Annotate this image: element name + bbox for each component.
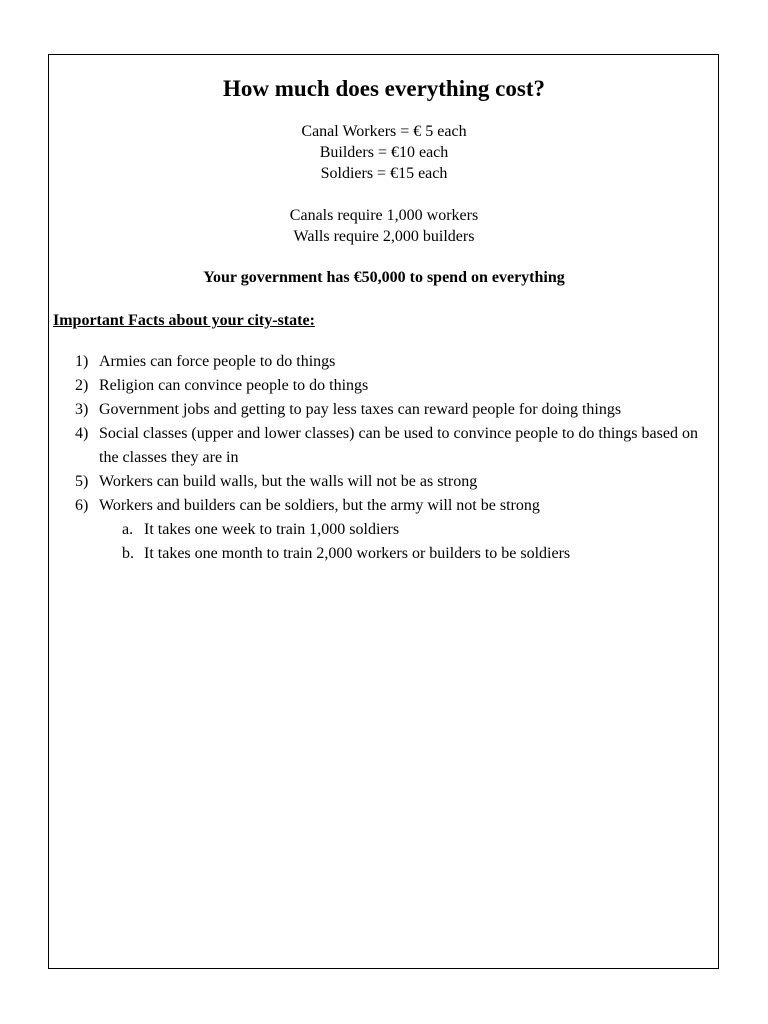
subfact-item [0,518,768,542]
facts-heading: Important Facts about your city-state: [53,312,315,329]
budget-statement: Your government has €50,000 to spend on everything [203,269,565,286]
fact-number: 4) [75,425,89,442]
fact-text: Workers and builders can be soldiers, but the army will not be strong [99,497,540,514]
fact-number: 6) [75,497,89,514]
fact-text: Workers can build walls, but the walls will not be as strong [99,473,478,490]
requirements-list [0,205,768,247]
subfact-text: It takes one month to train 2,000 workers or builders to be soldiers [144,545,571,562]
fact-text: Government jobs and getting to pay less taxes can reward people for doing things [99,401,622,418]
fact-number: 1) [75,353,89,370]
requirement-walls: Walls require 2,000 builders [293,228,475,245]
fact-text: Social classes (upper and lower classes) can be used to convince people to do things based on the classes they are in [99,425,698,466]
fact-text: Armies can force people to do things [99,353,336,370]
cost-canal-workers: Canal Workers = € 5 each [301,123,467,140]
fact-text: Religion can convince people to do things [99,377,369,394]
page-title: How much does everything cost? [223,76,545,101]
requirement-canals: Canals require 1,000 workers [289,207,479,224]
subfact-letter: b. [122,545,134,562]
fact-number: 5) [75,473,89,490]
fact-item [0,494,699,518]
fact-item [0,398,699,422]
fact-number: 3) [75,401,89,418]
fact-item [0,422,699,470]
cost-soldiers: Soldiers = €15 each [320,165,448,182]
fact-item [0,374,699,398]
cost-builders: Builders = €10 each [319,144,449,161]
subfact-item [0,542,768,566]
facts-list [0,350,768,566]
fact-item [0,470,699,494]
subfact-letter: a. [122,521,134,538]
fact-item [0,350,699,374]
cost-list [0,121,768,184]
fact-number: 2) [75,377,89,394]
subfact-text: It takes one week to train 1,000 soldiers [144,521,400,538]
